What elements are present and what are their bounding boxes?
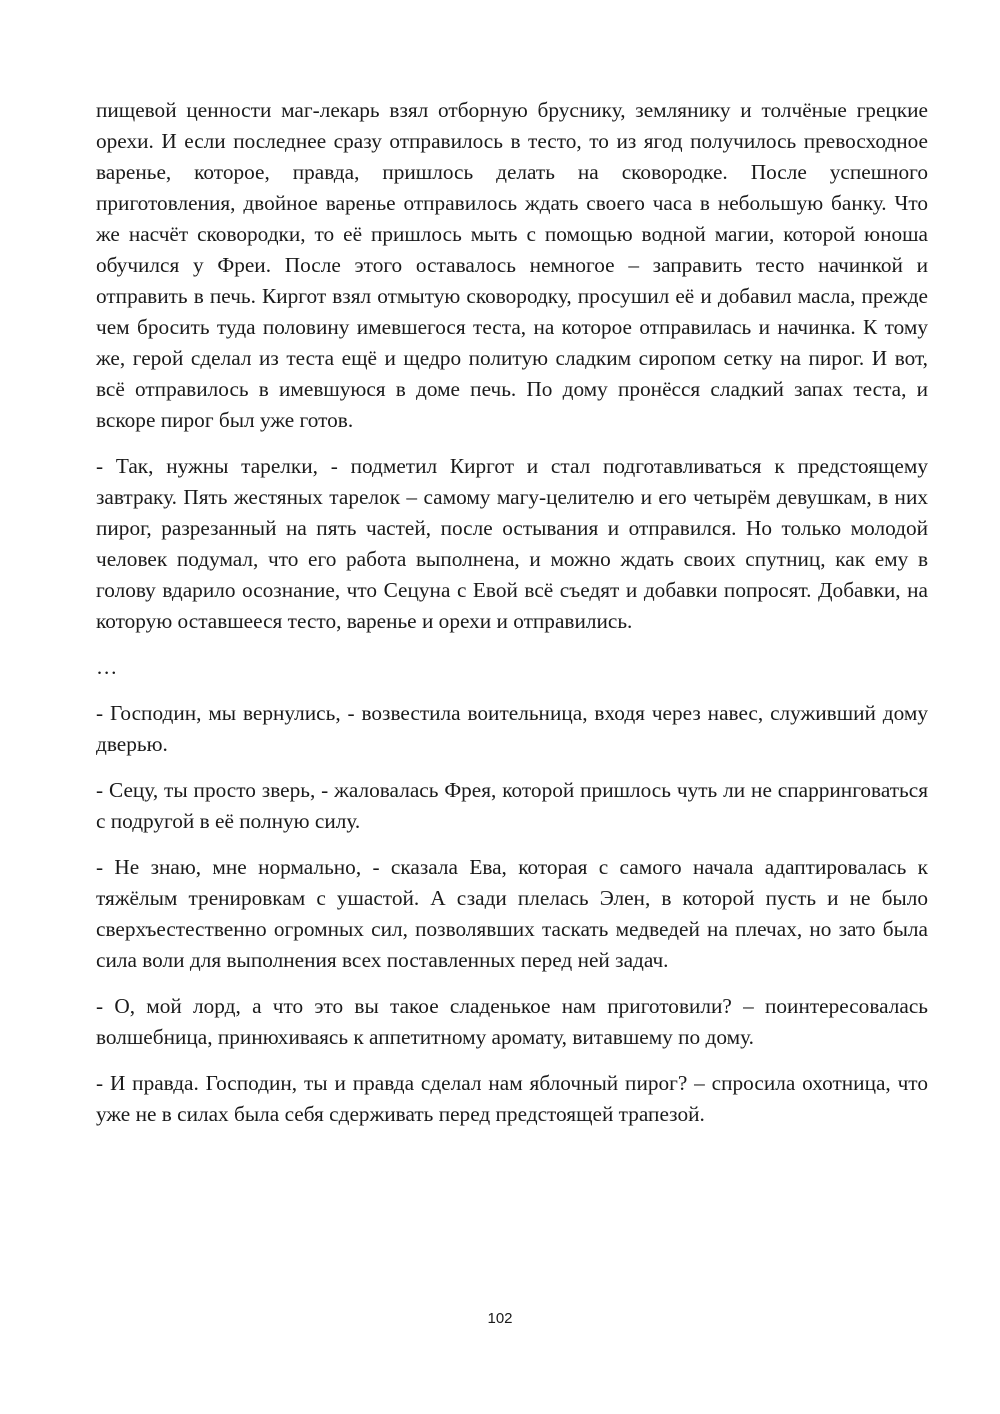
paragraph: - Господин, мы вернулись, - возвестила воительница, входя через навес, служивший дому дверью. <box>96 701 928 756</box>
paragraph: пищевой ценности маг-лекарь взял отборную бруснику, землянику и толчёные грецкие орехи. И если последнее сразу отправилось в тесто, то из ягод получилось превосходное варенье, которое, правда, пришлось делать на сковородке. После успешного приготовления, двойное варенье отправилось ждать своего часа в небольшую банку. Что же насчёт сковородки, то её пришлось мыть с помощью водной магии, которой юноша обучился у Фреи. После этого оставалось немногое – заправить тесто начинкой и отправить в печь. Киргот взял отмытую сковородку, просушил её и добавил масла, прежде чем бросить туда половину имевшегося теста, на которое отправилась и начинка. К тому же, герой сделал из теста ещё и щедро политую сладким сиропом сетку на пирог. И вот, всё отправилось в имевшуюся в доме печь. По дому пронёсся сладкий запах теста, и вскоре пирог был уже готов. <box>96 98 928 432</box>
paragraph: - И правда. Господин, ты и правда сделал нам яблочный пирог? – спросила охотница, что уже не в силах была себя сдерживать перед предстоящей трапезой. <box>96 1071 928 1126</box>
paragraph: - Так, нужны тарелки, - подметил Киргот и стал подготавливаться к предстоящему завтраку. Пять жестяных тарелок – самому магу-целителю и его четырём девушкам, в них пирог, разрезанный на пять частей, после остывания и отправился. Но только молодой человек подумал, что его работа выполнена, и можно ждать своих спутниц, как ему в голову вдарило осознание, что Сецуна с Евой всё съедят и добавки попросят. Добавки, на которую оставшееся тесто, варенье и орехи и отправились. <box>96 454 928 633</box>
page-number: 102 <box>487 1310 513 1327</box>
paragraph: - О, мой лорд, а что это вы такое сладенькое нам приготовили? – поинтересовалась волшебница, принюхиваясь к аппетитному аромату, витавшему по дому. <box>96 994 928 1049</box>
page-body <box>96 95 928 1145</box>
paragraph: - Не знаю, мне нормально, - сказала Ева, которая с самого начала адаптировалась к тяжёлым тренировкам с ушастой. А сзади плелась Элен, в которой пусть и не было сверхъестественно огромных сил, позволявших таскать медведей на плечах, но зато была сила воли для выполнения всех поставленных перед ней задач. <box>96 855 928 972</box>
paragraph: - Сецу, ты просто зверь, - жаловалась Фрея, которой пришлось чуть ли не спарринговаться с подругой в её полную силу. <box>96 778 928 833</box>
scene-break-ellipsis: … <box>96 655 118 679</box>
